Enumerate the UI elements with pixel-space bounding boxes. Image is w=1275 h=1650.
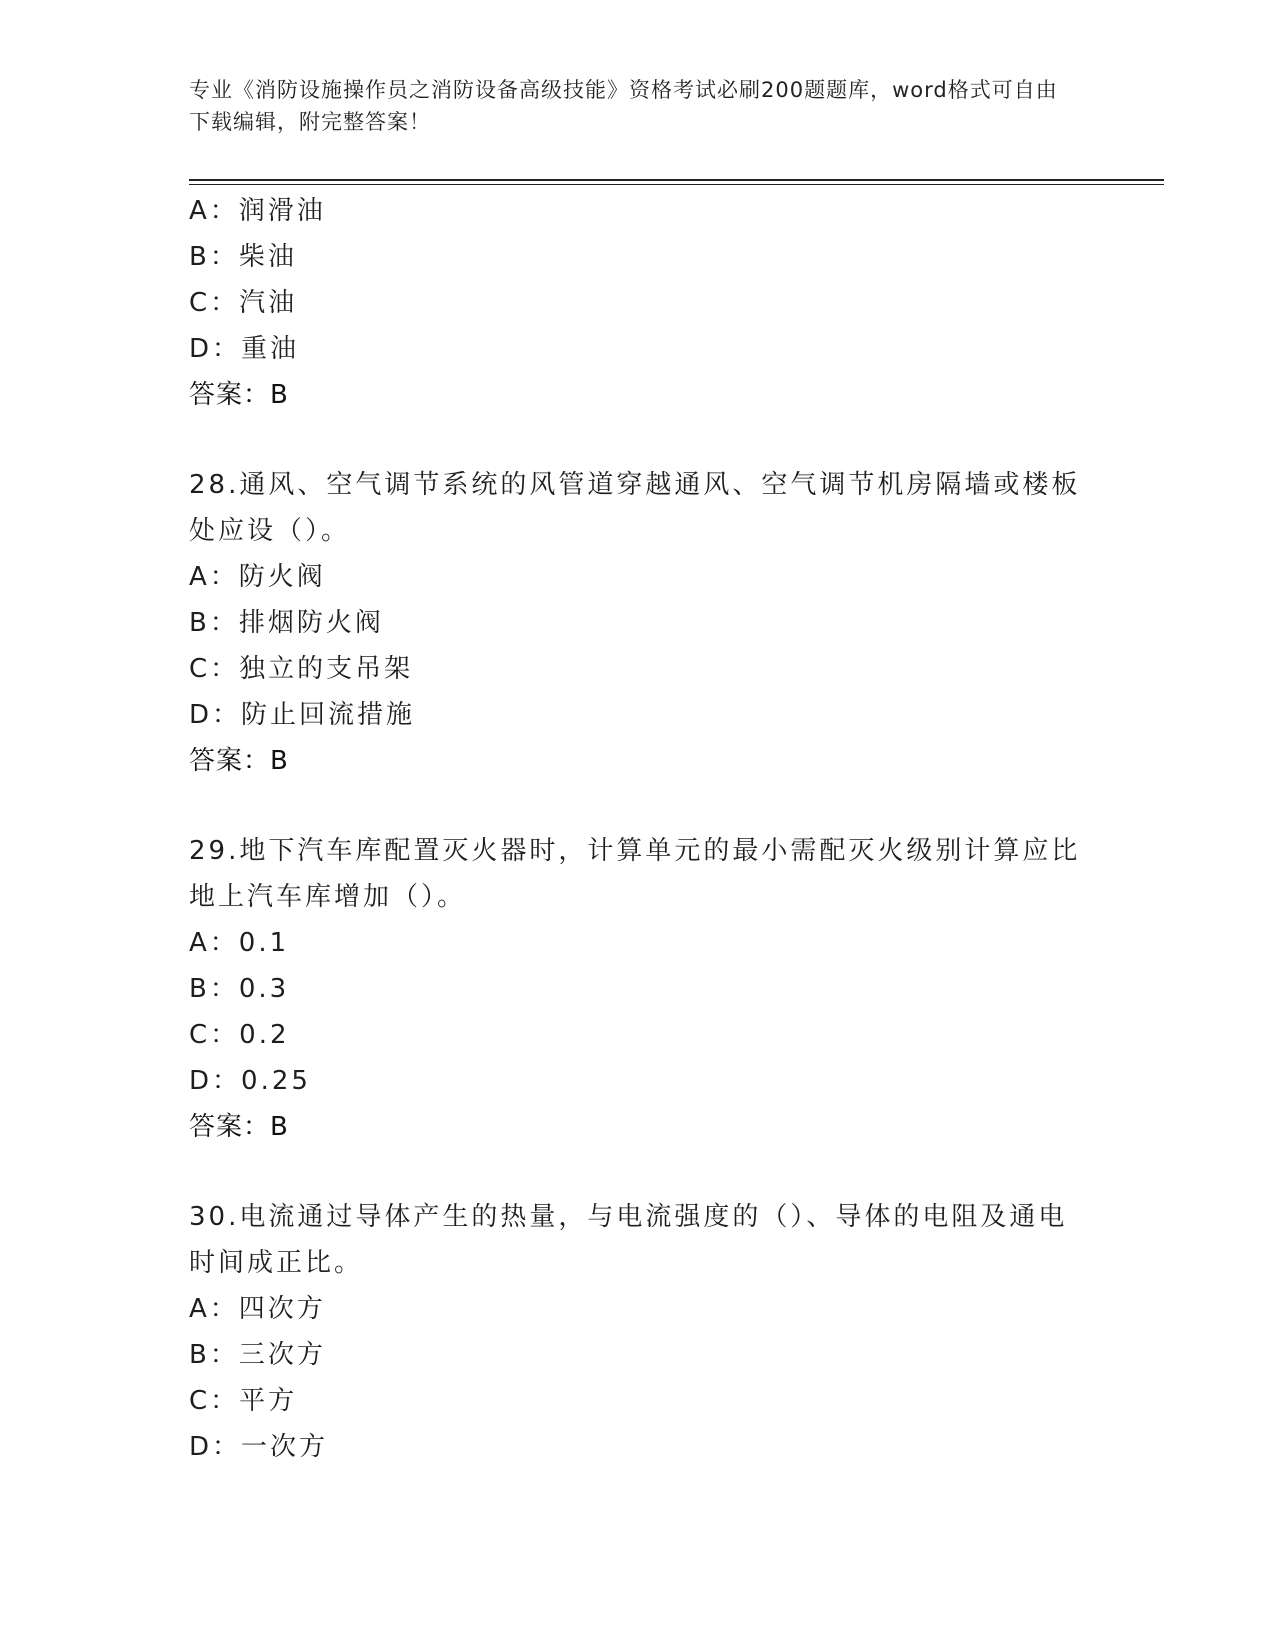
option-d: D：一次方	[189, 1432, 329, 1462]
option-b: B：排烟防火阀	[189, 608, 384, 638]
option-a: A：四次方	[189, 1294, 326, 1324]
option-d: D：防止回流措施	[189, 700, 416, 730]
question-text: 29.地下汽车库配置灭火器时，计算单元的最小需配灭火级别计算应比地上汽车库增加（）。	[189, 836, 1081, 912]
header-rule-thick	[189, 179, 1164, 181]
question-29	[189, 828, 1089, 1150]
question-text: 30.电流通过导体产生的热量，与电流强度的（）、导体的电阻及通电时间成正比。	[189, 1202, 1068, 1278]
question-text: 28.通风、空气调节系统的风管道穿越通风、空气调节机房隔墙或楼板处应设（）。	[189, 470, 1081, 546]
header-rule-thin	[189, 184, 1164, 185]
option-a: A：润滑油	[189, 196, 326, 226]
question-30	[189, 1194, 1089, 1470]
option-c: C：平方	[189, 1386, 298, 1416]
option-c: C：独立的支吊架	[189, 654, 414, 684]
option-a: A：0.1	[189, 928, 290, 958]
question-28	[189, 462, 1089, 784]
option-b: B：柴油	[189, 242, 297, 272]
option-c: C：0.2	[189, 1020, 290, 1050]
answer: 答案：B	[189, 380, 289, 410]
option-d: D：重油	[189, 334, 300, 364]
question-list	[189, 188, 1089, 1470]
option-a: A：防火阀	[189, 562, 326, 592]
question-27-continued	[189, 188, 1089, 418]
option-b: B：三次方	[189, 1340, 326, 1370]
option-c: C：汽油	[189, 288, 298, 318]
document-header: 专业《消防设施操作员之消防设备高级技能》资格考试必刷200题题库，word格式可自由下载编辑，附完整答案！	[189, 78, 1058, 134]
answer: 答案：B	[189, 1112, 289, 1142]
option-d: D：0.25	[189, 1066, 311, 1096]
option-b: B：0.3	[189, 974, 290, 1004]
answer: 答案：B	[189, 746, 289, 776]
